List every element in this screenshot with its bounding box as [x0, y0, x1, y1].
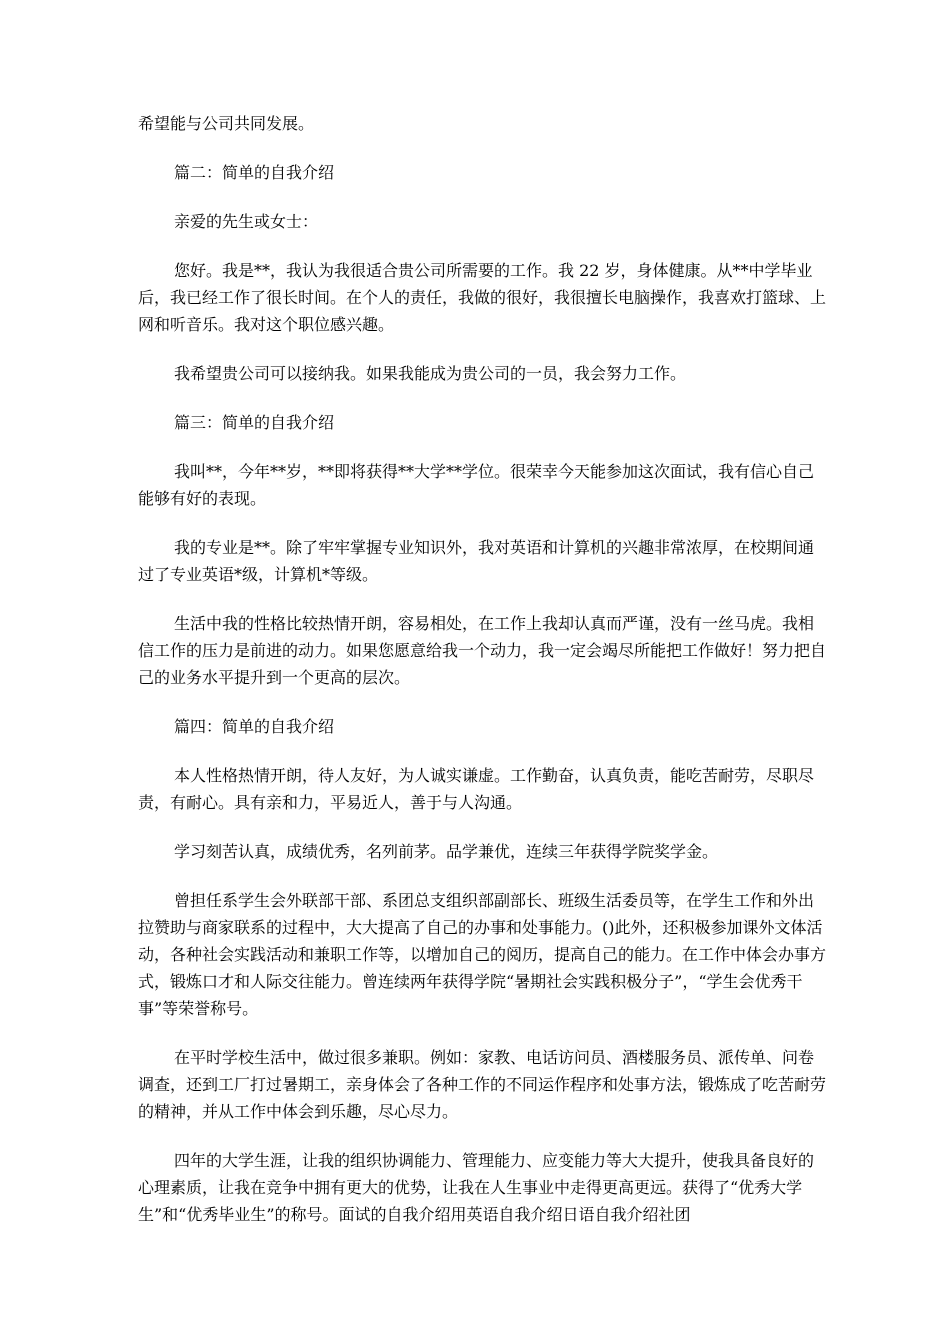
paragraph: 希望能与公司共同发展。 [138, 114, 315, 133]
paragraph: 我希望贵公司可以接纳我。如果我能成为贵公司的一员，我会努力工作。 [174, 364, 687, 383]
paragraph: 在平时学校生活中，做过很多兼职。例如：家教、电话访问员、酒楼服务员、派传单、问卷调查，还到工厂打过暑期工，亲身体会了各种工作的不同运作程序和处事方法，锻炼成了吃苦耐劳的精神，并从工作中体会到乐趣，尽心尽力。 [138, 1048, 827, 1121]
section-heading: 篇二：简单的自我介绍 [174, 163, 335, 182]
salutation: 亲爱的先生或女士： [174, 212, 319, 231]
paragraph: 学习刻苦认真，成绩优秀，名列前茅。品学兼优，连续三年获得学院奖学金。 [174, 842, 719, 861]
paragraph: 本人性格热情开朗，待人友好，为人诚实谦虚。工作勤奋，认真负责，能吃苦耐劳，尽职尽责，有耐心。具有亲和力，平易近人，善于与人沟通。 [138, 766, 815, 812]
paragraph: 四年的大学生涯，让我的组织协调能力、管理能力、应变能力等大大提升，使我具备良好的心理素质，让我在竞争中拥有更大的优势，让我在人生事业中走得更高更远。获得了“优秀大学生”和“优秀毕业生”的称号。面试的自我介绍用英语自我介绍日语自我介绍社团 [138, 1151, 815, 1224]
document-body [138, 110, 828, 1250]
section-heading: 篇四：简单的自我介绍 [174, 717, 335, 736]
paragraph: 我叫**，今年**岁，**即将获得**大学**学位。很荣幸今天能参加这次面试，我有信心自己能够有好的表现。 [138, 462, 815, 508]
section-heading: 篇三：简单的自我介绍 [174, 413, 335, 432]
paragraph: 曾担任系学生会外联部干部、系团总支组织部副部长、班级生活委员等，在学生工作和外出拉赞助与商家联系的过程中，大大提高了自己的办事和处事能力。()此外，还积极参加课外文体活动，各种社会实践活动和兼职工作等，以增加自己的阅历，提高自己的能力。在工作中体会办事方式，锻炼口才和人际交往能力。曾连续两年获得学院“暑期社会实践积极分子”，“学生会优秀干事”等荣誉称号。 [138, 891, 827, 1018]
paragraph: 我的专业是**。除了牢牢掌握专业知识外，我对英语和计算机的兴趣非常浓厚，在校期间通过了专业英语*级，计算机*等级。 [138, 538, 815, 584]
paragraph: 您好。我是**，我认为我很适合贵公司所需要的工作。我 22 岁，身体健康。从**中学毕业后，我已经工作了很长时间。在个人的责任，我做的很好，我很擅长电脑操作，我喜欢打篮球、上网和听音乐。我对这个职位感兴趣。 [138, 261, 827, 334]
paragraph: 生活中我的性格比较热情开朗，容易相处，在工作上我却认真而严谨，没有一丝马虎。我相信工作的压力是前进的动力。如果您愿意给我一个动力，我一定会竭尽所能把工作做好！努力把自己的业务水平提升到一个更高的层次。 [138, 614, 827, 687]
